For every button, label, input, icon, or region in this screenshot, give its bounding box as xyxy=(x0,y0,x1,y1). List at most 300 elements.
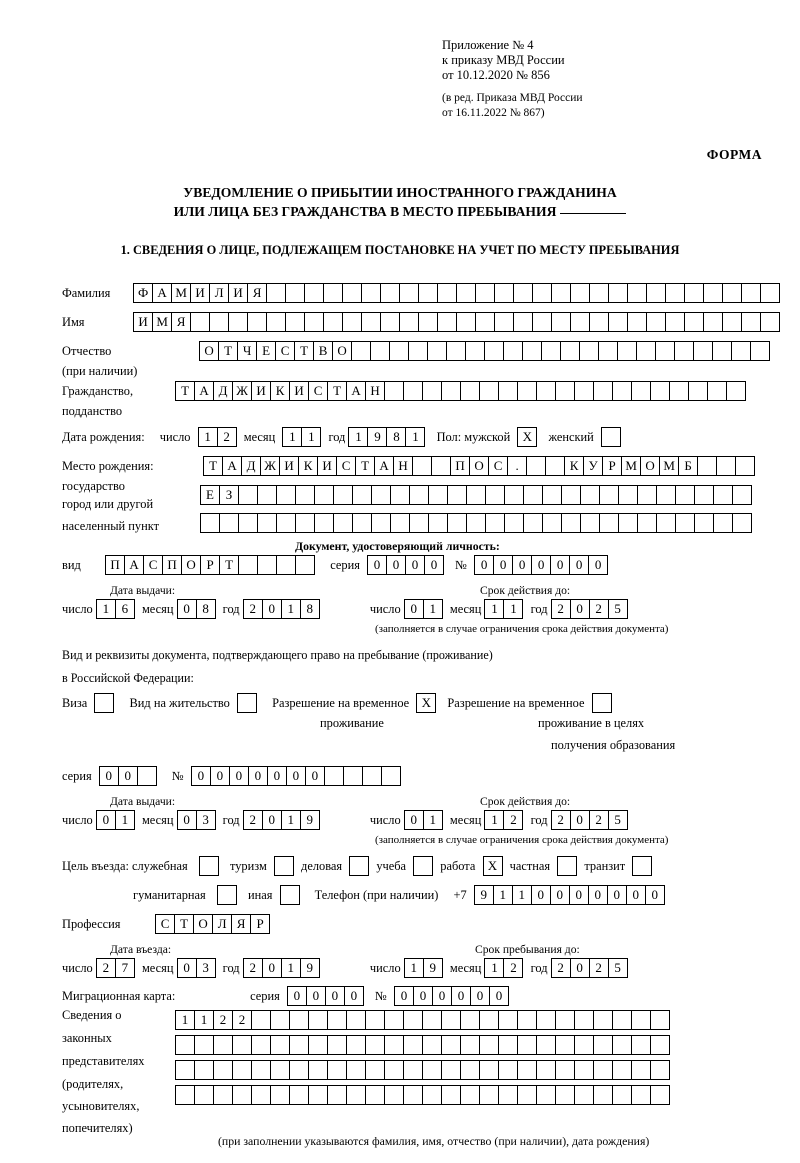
char-cell[interactable] xyxy=(213,1085,233,1105)
char-cell[interactable]: Д xyxy=(241,456,261,476)
char-cell[interactable]: 0 xyxy=(325,986,345,1006)
char-cell[interactable]: 3 xyxy=(196,810,216,830)
char-cell[interactable] xyxy=(555,381,575,401)
char-cell[interactable]: 2 xyxy=(217,427,237,447)
char-cell[interactable]: 2 xyxy=(243,810,263,830)
char-cell[interactable] xyxy=(251,1085,271,1105)
char-cell[interactable] xyxy=(517,1085,537,1105)
char-cell[interactable] xyxy=(523,485,543,505)
char-cell[interactable] xyxy=(276,485,296,505)
char-cell[interactable] xyxy=(370,341,390,361)
phone-input[interactable] xyxy=(474,885,665,905)
char-cell[interactable] xyxy=(389,341,409,361)
char-cell[interactable]: 0 xyxy=(588,555,608,575)
permit-issue-year-input[interactable] xyxy=(243,810,320,830)
char-cell[interactable]: 0 xyxy=(177,599,197,619)
char-cell[interactable]: У xyxy=(583,456,603,476)
char-cell[interactable] xyxy=(276,555,296,575)
char-cell[interactable] xyxy=(688,381,708,401)
permit-valid-year-input[interactable] xyxy=(551,810,628,830)
char-cell[interactable]: 0 xyxy=(424,555,444,575)
char-cell[interactable]: 1 xyxy=(281,599,301,619)
char-cell[interactable]: Р xyxy=(200,555,220,575)
char-cell[interactable] xyxy=(741,312,761,332)
char-cell[interactable]: 2 xyxy=(96,958,116,978)
char-cell[interactable] xyxy=(760,312,780,332)
char-cell[interactable]: 0 xyxy=(550,555,570,575)
char-cell[interactable] xyxy=(542,513,562,533)
char-cell[interactable]: А xyxy=(152,283,172,303)
char-cell[interactable] xyxy=(314,485,334,505)
char-cell[interactable] xyxy=(498,1085,518,1105)
char-cell[interactable] xyxy=(365,1035,385,1055)
char-cell[interactable]: А xyxy=(194,381,214,401)
char-cell[interactable] xyxy=(327,1010,347,1030)
birthplace-city-input[interactable] xyxy=(200,485,752,505)
char-cell[interactable] xyxy=(270,1035,290,1055)
char-cell[interactable]: 0 xyxy=(367,555,387,575)
char-cell[interactable] xyxy=(574,1085,594,1105)
char-cell[interactable]: 1 xyxy=(281,810,301,830)
char-cell[interactable] xyxy=(251,1010,271,1030)
char-cell[interactable]: Б xyxy=(678,456,698,476)
entry-day-input[interactable] xyxy=(96,958,135,978)
char-cell[interactable] xyxy=(381,766,401,786)
char-cell[interactable]: 0 xyxy=(229,766,249,786)
char-cell[interactable]: 0 xyxy=(493,555,513,575)
char-cell[interactable] xyxy=(526,456,546,476)
char-cell[interactable]: 8 xyxy=(386,427,406,447)
char-cell[interactable] xyxy=(266,312,286,332)
char-cell[interactable]: О xyxy=(193,914,213,934)
char-cell[interactable] xyxy=(498,1035,518,1055)
temp-residence-checkbox[interactable]: X xyxy=(416,693,436,713)
char-cell[interactable] xyxy=(631,1010,651,1030)
purpose-business-checkbox[interactable] xyxy=(349,856,369,876)
doc-issue-month-input[interactable] xyxy=(177,599,216,619)
char-cell[interactable]: 0 xyxy=(262,810,282,830)
char-cell[interactable]: 0 xyxy=(191,766,211,786)
char-cell[interactable]: 1 xyxy=(405,427,425,447)
char-cell[interactable] xyxy=(589,283,609,303)
char-cell[interactable]: 9 xyxy=(367,427,387,447)
char-cell[interactable]: 9 xyxy=(474,885,494,905)
char-cell[interactable]: 2 xyxy=(213,1010,233,1030)
char-cell[interactable] xyxy=(750,341,770,361)
char-cell[interactable] xyxy=(479,381,499,401)
char-cell[interactable] xyxy=(574,381,594,401)
char-cell[interactable]: А xyxy=(374,456,394,476)
birth-month-input[interactable] xyxy=(282,427,321,447)
char-cell[interactable] xyxy=(731,341,751,361)
char-cell[interactable] xyxy=(175,1060,195,1080)
char-cell[interactable] xyxy=(650,1010,670,1030)
char-cell[interactable] xyxy=(289,1035,309,1055)
char-cell[interactable]: 0 xyxy=(531,555,551,575)
char-cell[interactable]: И xyxy=(228,283,248,303)
char-cell[interactable] xyxy=(289,1060,309,1080)
char-cell[interactable]: 0 xyxy=(512,555,532,575)
char-cell[interactable]: 1 xyxy=(282,427,302,447)
char-cell[interactable] xyxy=(570,312,590,332)
char-cell[interactable] xyxy=(545,456,565,476)
char-cell[interactable] xyxy=(608,312,628,332)
char-cell[interactable] xyxy=(257,555,277,575)
char-cell[interactable] xyxy=(384,1010,404,1030)
char-cell[interactable] xyxy=(631,381,651,401)
char-cell[interactable]: Н xyxy=(393,456,413,476)
stay-day-input[interactable] xyxy=(404,958,443,978)
char-cell[interactable] xyxy=(555,1035,575,1055)
char-cell[interactable] xyxy=(631,1085,651,1105)
profession-input[interactable] xyxy=(155,914,270,934)
char-cell[interactable] xyxy=(517,1035,537,1055)
char-cell[interactable] xyxy=(713,485,733,505)
char-cell[interactable] xyxy=(361,312,381,332)
char-cell[interactable] xyxy=(532,312,552,332)
char-cell[interactable] xyxy=(580,513,600,533)
char-cell[interactable] xyxy=(541,341,561,361)
char-cell[interactable] xyxy=(494,312,514,332)
char-cell[interactable] xyxy=(460,1010,480,1030)
char-cell[interactable]: 0 xyxy=(305,766,325,786)
char-cell[interactable] xyxy=(703,283,723,303)
char-cell[interactable] xyxy=(270,1010,290,1030)
char-cell[interactable] xyxy=(741,283,761,303)
char-cell[interactable] xyxy=(517,381,537,401)
char-cell[interactable] xyxy=(342,312,362,332)
char-cell[interactable] xyxy=(333,513,353,533)
char-cell[interactable] xyxy=(523,513,543,533)
char-cell[interactable] xyxy=(175,1085,195,1105)
char-cell[interactable] xyxy=(238,485,258,505)
char-cell[interactable] xyxy=(551,283,571,303)
char-cell[interactable]: Я xyxy=(231,914,251,934)
char-cell[interactable] xyxy=(722,312,742,332)
legal-rep-input-1[interactable] xyxy=(175,1010,670,1030)
char-cell[interactable] xyxy=(735,456,755,476)
char-cell[interactable] xyxy=(612,1060,632,1080)
char-cell[interactable] xyxy=(617,341,637,361)
char-cell[interactable] xyxy=(431,456,451,476)
char-cell[interactable] xyxy=(384,1085,404,1105)
char-cell[interactable]: К xyxy=(298,456,318,476)
char-cell[interactable]: 1 xyxy=(348,427,368,447)
char-cell[interactable] xyxy=(418,283,438,303)
char-cell[interactable] xyxy=(498,381,518,401)
char-cell[interactable]: Л xyxy=(212,914,232,934)
char-cell[interactable] xyxy=(384,1060,404,1080)
doc-issue-year-input[interactable] xyxy=(243,599,320,619)
char-cell[interactable]: М xyxy=(152,312,172,332)
char-cell[interactable] xyxy=(551,312,571,332)
char-cell[interactable]: Т xyxy=(175,381,195,401)
char-cell[interactable]: А xyxy=(124,555,144,575)
char-cell[interactable] xyxy=(561,485,581,505)
char-cell[interactable] xyxy=(365,1060,385,1080)
char-cell[interactable]: 1 xyxy=(96,599,116,619)
char-cell[interactable] xyxy=(437,283,457,303)
char-cell[interactable] xyxy=(409,485,429,505)
char-cell[interactable] xyxy=(194,1060,214,1080)
char-cell[interactable] xyxy=(646,312,666,332)
char-cell[interactable]: И xyxy=(133,312,153,332)
char-cell[interactable]: 7 xyxy=(115,958,135,978)
purpose-transit-checkbox[interactable] xyxy=(632,856,652,876)
char-cell[interactable] xyxy=(371,485,391,505)
char-cell[interactable]: 0 xyxy=(569,885,589,905)
char-cell[interactable] xyxy=(618,513,638,533)
char-cell[interactable] xyxy=(314,513,334,533)
char-cell[interactable]: О xyxy=(640,456,660,476)
char-cell[interactable]: 0 xyxy=(404,810,424,830)
char-cell[interactable] xyxy=(289,1010,309,1030)
char-cell[interactable] xyxy=(270,1085,290,1105)
char-cell[interactable] xyxy=(428,513,448,533)
purpose-humanitarian-checkbox[interactable] xyxy=(217,885,237,905)
purpose-tourism-checkbox[interactable] xyxy=(274,856,294,876)
doc-valid-day-input[interactable] xyxy=(404,599,443,619)
char-cell[interactable]: 1 xyxy=(484,810,504,830)
char-cell[interactable] xyxy=(570,283,590,303)
char-cell[interactable] xyxy=(475,312,495,332)
char-cell[interactable]: М xyxy=(659,456,679,476)
char-cell[interactable] xyxy=(598,341,618,361)
char-cell[interactable]: 0 xyxy=(531,885,551,905)
char-cell[interactable] xyxy=(627,312,647,332)
char-cell[interactable]: Т xyxy=(218,341,238,361)
char-cell[interactable]: 9 xyxy=(300,810,320,830)
visa-checkbox[interactable] xyxy=(94,693,114,713)
entry-month-input[interactable] xyxy=(177,958,216,978)
char-cell[interactable] xyxy=(475,283,495,303)
char-cell[interactable] xyxy=(460,1035,480,1055)
char-cell[interactable] xyxy=(232,1035,252,1055)
char-cell[interactable] xyxy=(684,283,704,303)
char-cell[interactable] xyxy=(251,1035,271,1055)
char-cell[interactable] xyxy=(589,312,609,332)
char-cell[interactable] xyxy=(408,341,428,361)
char-cell[interactable]: 0 xyxy=(177,958,197,978)
char-cell[interactable] xyxy=(441,1060,461,1080)
char-cell[interactable]: 2 xyxy=(232,1010,252,1030)
char-cell[interactable] xyxy=(380,312,400,332)
char-cell[interactable] xyxy=(665,283,685,303)
char-cell[interactable] xyxy=(285,283,305,303)
char-cell[interactable] xyxy=(465,341,485,361)
char-cell[interactable] xyxy=(437,312,457,332)
char-cell[interactable] xyxy=(669,381,689,401)
char-cell[interactable]: 1 xyxy=(484,599,504,619)
char-cell[interactable] xyxy=(247,312,267,332)
char-cell[interactable] xyxy=(380,283,400,303)
char-cell[interactable] xyxy=(333,485,353,505)
char-cell[interactable]: 2 xyxy=(243,599,263,619)
char-cell[interactable] xyxy=(646,283,666,303)
char-cell[interactable] xyxy=(441,381,461,401)
char-cell[interactable]: Е xyxy=(200,485,220,505)
char-cell[interactable] xyxy=(304,283,324,303)
char-cell[interactable] xyxy=(637,485,657,505)
char-cell[interactable] xyxy=(346,1060,366,1080)
char-cell[interactable]: Т xyxy=(294,341,314,361)
char-cell[interactable] xyxy=(365,1085,385,1105)
char-cell[interactable]: 0 xyxy=(210,766,230,786)
char-cell[interactable]: 8 xyxy=(300,599,320,619)
char-cell[interactable] xyxy=(422,1010,442,1030)
char-cell[interactable]: 3 xyxy=(196,958,216,978)
purpose-private-checkbox[interactable] xyxy=(557,856,577,876)
char-cell[interactable] xyxy=(608,283,628,303)
char-cell[interactable]: 0 xyxy=(569,555,589,575)
char-cell[interactable]: Ж xyxy=(260,456,280,476)
char-cell[interactable]: 0 xyxy=(248,766,268,786)
char-cell[interactable] xyxy=(362,766,382,786)
char-cell[interactable] xyxy=(513,312,533,332)
char-cell[interactable]: И xyxy=(279,456,299,476)
char-cell[interactable] xyxy=(232,1085,252,1105)
citizenship-input[interactable] xyxy=(175,381,746,401)
char-cell[interactable]: 1 xyxy=(194,1010,214,1030)
birthplace-city-input-2[interactable] xyxy=(200,513,752,533)
char-cell[interactable] xyxy=(612,1085,632,1105)
char-cell[interactable]: В xyxy=(313,341,333,361)
char-cell[interactable] xyxy=(441,1085,461,1105)
char-cell[interactable] xyxy=(650,1085,670,1105)
char-cell[interactable] xyxy=(403,1010,423,1030)
char-cell[interactable] xyxy=(722,283,742,303)
char-cell[interactable] xyxy=(251,1060,271,1080)
char-cell[interactable] xyxy=(403,381,423,401)
char-cell[interactable] xyxy=(346,1085,366,1105)
char-cell[interactable] xyxy=(213,1060,233,1080)
char-cell[interactable] xyxy=(238,555,258,575)
char-cell[interactable]: 0 xyxy=(570,599,590,619)
char-cell[interactable] xyxy=(675,485,695,505)
char-cell[interactable] xyxy=(532,283,552,303)
permit-valid-month-input[interactable] xyxy=(484,810,523,830)
char-cell[interactable] xyxy=(694,485,714,505)
char-cell[interactable] xyxy=(732,485,752,505)
char-cell[interactable] xyxy=(503,341,523,361)
char-cell[interactable]: Ф xyxy=(133,283,153,303)
char-cell[interactable] xyxy=(484,341,504,361)
char-cell[interactable]: 0 xyxy=(570,958,590,978)
char-cell[interactable] xyxy=(599,513,619,533)
char-cell[interactable] xyxy=(441,1035,461,1055)
char-cell[interactable] xyxy=(542,485,562,505)
char-cell[interactable] xyxy=(219,513,239,533)
char-cell[interactable] xyxy=(232,1060,252,1080)
char-cell[interactable] xyxy=(485,513,505,533)
char-cell[interactable] xyxy=(371,513,391,533)
name-input[interactable] xyxy=(133,312,780,332)
char-cell[interactable]: И xyxy=(289,381,309,401)
char-cell[interactable]: 2 xyxy=(551,810,571,830)
char-cell[interactable] xyxy=(593,1085,613,1105)
stay-year-input[interactable] xyxy=(551,958,628,978)
char-cell[interactable]: Т xyxy=(355,456,375,476)
char-cell[interactable] xyxy=(238,513,258,533)
char-cell[interactable]: П xyxy=(105,555,125,575)
char-cell[interactable] xyxy=(323,283,343,303)
char-cell[interactable]: 0 xyxy=(626,885,646,905)
char-cell[interactable]: . xyxy=(507,456,527,476)
char-cell[interactable] xyxy=(612,1035,632,1055)
char-cell[interactable]: 1 xyxy=(423,599,443,619)
char-cell[interactable]: 6 xyxy=(115,599,135,619)
char-cell[interactable] xyxy=(593,381,613,401)
residence-permit-checkbox[interactable] xyxy=(237,693,257,713)
char-cell[interactable] xyxy=(361,283,381,303)
entry-year-input[interactable] xyxy=(243,958,320,978)
char-cell[interactable] xyxy=(612,1010,632,1030)
char-cell[interactable] xyxy=(460,1060,480,1080)
char-cell[interactable] xyxy=(561,513,581,533)
char-cell[interactable] xyxy=(342,283,362,303)
char-cell[interactable] xyxy=(324,766,344,786)
char-cell[interactable] xyxy=(304,312,324,332)
char-cell[interactable] xyxy=(257,513,277,533)
char-cell[interactable]: 8 xyxy=(196,599,216,619)
char-cell[interactable] xyxy=(327,1035,347,1055)
char-cell[interactable]: 0 xyxy=(99,766,119,786)
char-cell[interactable] xyxy=(684,312,704,332)
char-cell[interactable]: 2 xyxy=(589,599,609,619)
char-cell[interactable] xyxy=(479,1060,499,1080)
char-cell[interactable] xyxy=(536,1060,556,1080)
char-cell[interactable]: П xyxy=(162,555,182,575)
char-cell[interactable]: 9 xyxy=(300,958,320,978)
doc-issue-day-input[interactable] xyxy=(96,599,135,619)
char-cell[interactable]: 2 xyxy=(551,599,571,619)
char-cell[interactable] xyxy=(536,1010,556,1030)
char-cell[interactable] xyxy=(422,1060,442,1080)
char-cell[interactable] xyxy=(343,766,363,786)
char-cell[interactable] xyxy=(716,456,736,476)
char-cell[interactable] xyxy=(612,381,632,401)
char-cell[interactable] xyxy=(175,1035,195,1055)
char-cell[interactable]: И xyxy=(317,456,337,476)
char-cell[interactable]: С xyxy=(488,456,508,476)
char-cell[interactable] xyxy=(384,1035,404,1055)
char-cell[interactable] xyxy=(422,1085,442,1105)
char-cell[interactable] xyxy=(228,312,248,332)
char-cell[interactable]: 0 xyxy=(177,810,197,830)
char-cell[interactable]: 0 xyxy=(262,958,282,978)
char-cell[interactable] xyxy=(555,1085,575,1105)
char-cell[interactable] xyxy=(574,1010,594,1030)
char-cell[interactable] xyxy=(703,312,723,332)
char-cell[interactable] xyxy=(441,1010,461,1030)
char-cell[interactable] xyxy=(365,1010,385,1030)
sex-male-checkbox[interactable]: X xyxy=(517,427,537,447)
char-cell[interactable] xyxy=(536,1035,556,1055)
char-cell[interactable] xyxy=(618,485,638,505)
char-cell[interactable]: О xyxy=(181,555,201,575)
char-cell[interactable]: 1 xyxy=(484,958,504,978)
char-cell[interactable] xyxy=(713,513,733,533)
char-cell[interactable] xyxy=(412,456,432,476)
char-cell[interactable] xyxy=(560,341,580,361)
char-cell[interactable]: 0 xyxy=(489,986,509,1006)
char-cell[interactable]: 0 xyxy=(405,555,425,575)
char-cell[interactable]: 0 xyxy=(96,810,116,830)
char-cell[interactable]: 1 xyxy=(503,599,523,619)
char-cell[interactable] xyxy=(327,1085,347,1105)
char-cell[interactable] xyxy=(485,485,505,505)
char-cell[interactable]: 0 xyxy=(287,986,307,1006)
